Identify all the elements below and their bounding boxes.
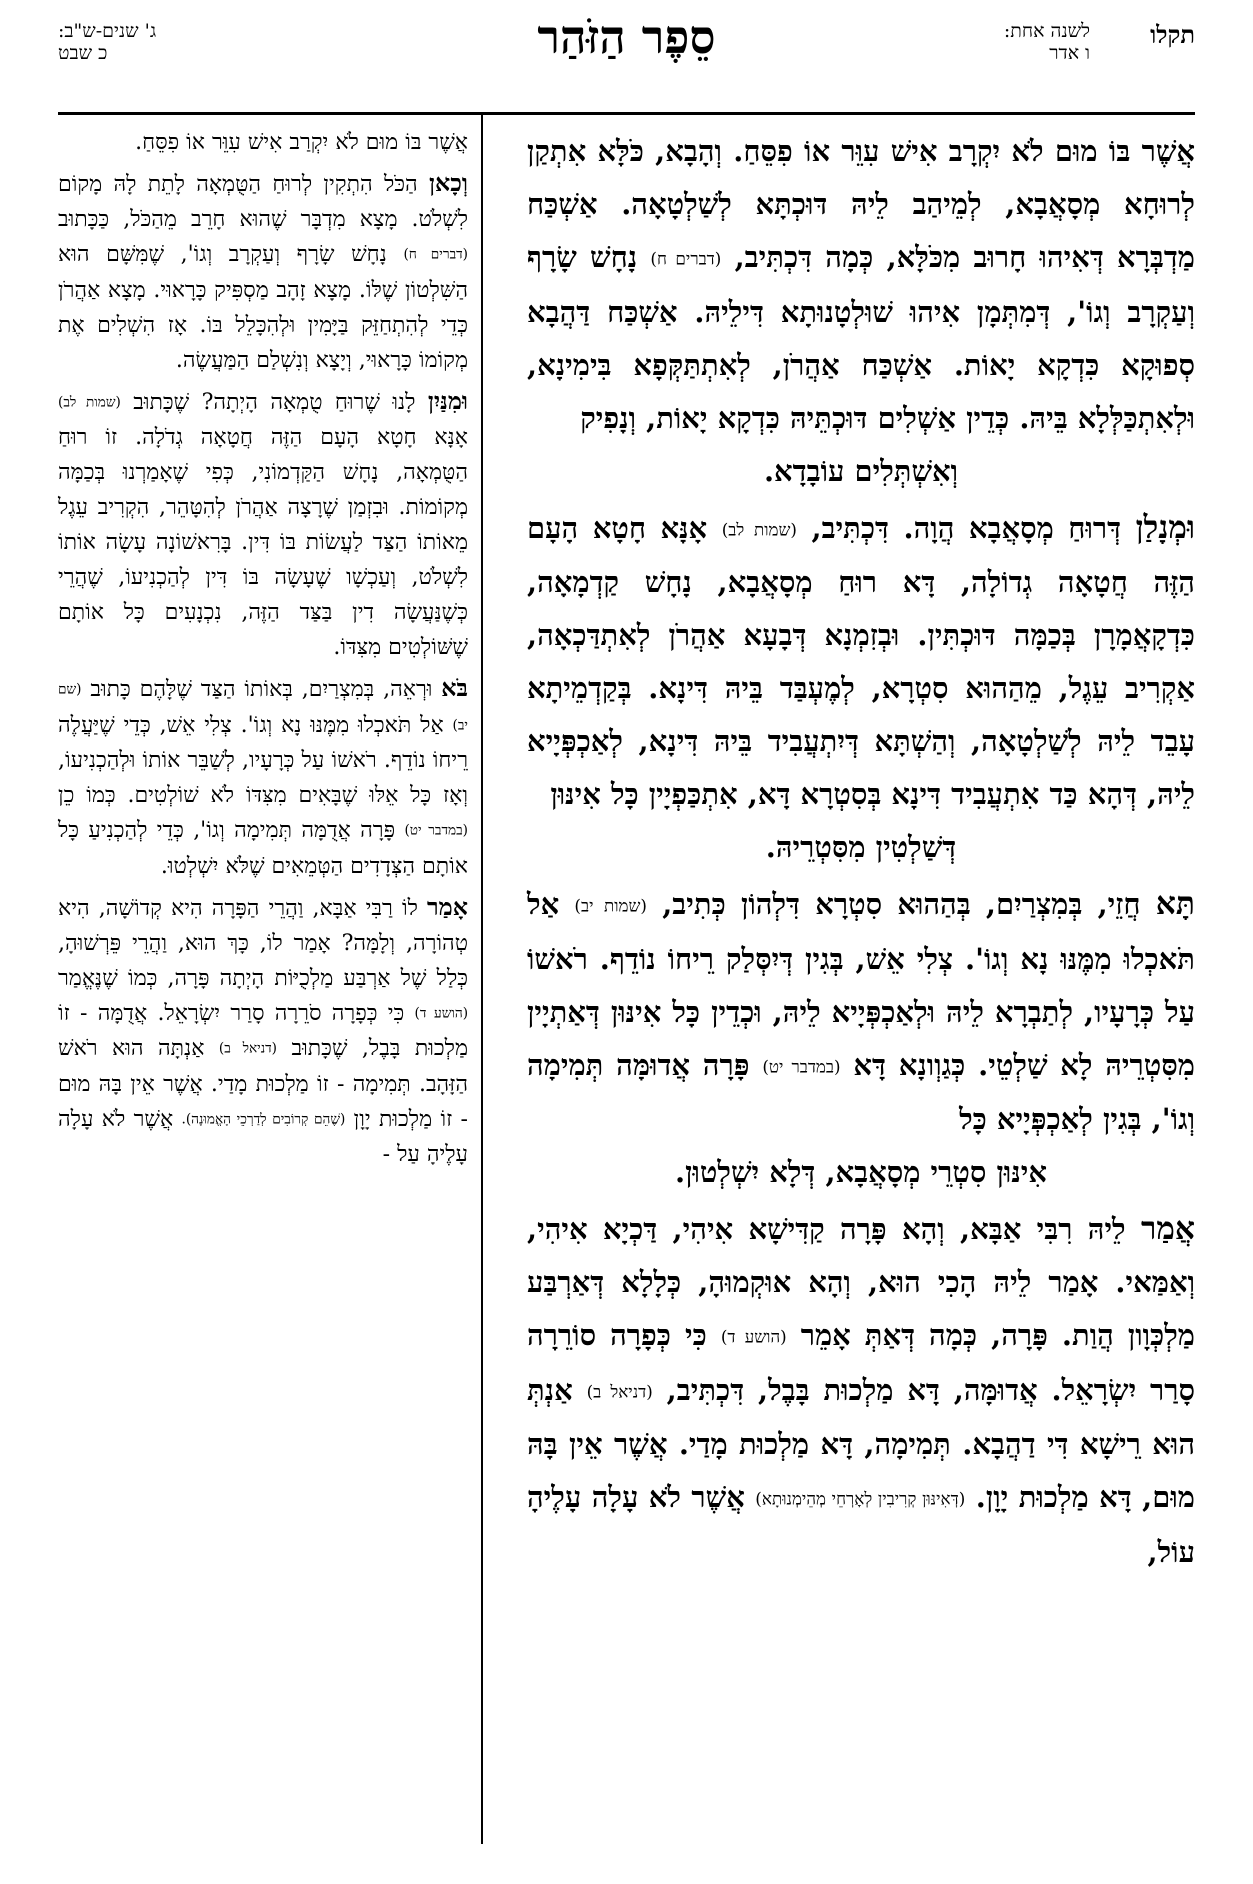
main-paragraph: תָּא חֲזֵי, בְּמִצְרַיִם, בְּהַהוּא סִטְרָא דִּלְהוֹן כְּתִיב, (שמות יב) אַל תֹּאכְלוּ מִמֶּנּוּ נָא וְגוֹ'. צְלִי אֵשׁ, בְּגִין דְּיִסְּלַק רֵיחוֹ נוֹדֵף. רֹאשׁוֹ עַל כְּרָעָיו, לְתַבְרָא לֵיהּ וּלְאַכְפְּיָיא לֵיהּ, וּכְדֵין כָּל אִינּוּן דְּאַתְיָין מִסִּטְרֵיהּ לָא שַׁלְטֵי. כְּגַוְונָא דָּא (במדבר יט) פָּרָה אֲדוּמָּה תְּמִימָה וְגוֹ', בְּגִין לְאַכְפְּיָיא כָּל אִינּוּן סִטְרֵי מְסָאֲבָא, דְּלָא יִשְׁלְטוּן. [527, 886, 1195, 1189]
reading-schedule-line1: לשנה אחת: [1003, 20, 1090, 42]
paragraph-lead-word: תָּא [1155, 886, 1195, 922]
verse-reference: (שם יב) [58, 681, 469, 733]
page-header [58, 10, 1195, 102]
three-year-schedule-line1: ג' שנים-ש"ב: [58, 20, 157, 42]
translation-column [58, 125, 468, 1178]
translation-paragraph: בֹּא וּרְאֵה, בְּמִצְרַיִם, בְּאוֹתוֹ הַצַּד שֶׁלָּהֶם כָּתוּב (שם יב) אַל תֹּאכְלוּ מִמֶּנּוּ נָא וְגוֹ'. צְלִי אֵשׁ, כְּדֵי שֶׁיַּעֲלֶה רֵיחוֹ נוֹדֵף. רֹאשׁוֹ עַל כְּרָעָיו, לְשַׁבֵּר אוֹתוֹ וּלְהַכְנִיעוֹ, וְאָז כָּל אֵלּוּ שֶׁבָּאִים מִצִּדּוֹ לֹא שׁוֹלְטִים. כְּמוֹ כֵן (במדבר יט) פָּרָה אֲדֻמָּה תְּמִימָה וְגוֹ', כְּדֵי לְהַכְנִיעַ כָּל אוֹתָם הַצְּדָדִים הַטְּמֵאִים שֶׁלֹּא יִשְׁלְטוּ. [58, 674, 469, 879]
main-paragraph: אֲמַר לֵיהּ רִבִּי אַבָּא, וְהָא פָּרָה קַדִּישָׁא אִיהִי, דַּכְיָא אִיהִי, וְאַמַּאי. אָמַר לֵיהּ הָכִי הוּא, וְהָא אוּקְמוּהָ, כְּלָלָא דְּאַרְבַּע מַלְכְּוָון הֲוַת. פָּרָה, כְּמָה דְּאַתְּ אָמֵר (הושע ד) כִּי כְּפָרָה סוֹרֵרָה סָרַר יִשְׂרָאֵל. אֲדוּמָּה, דָּא מַלְכוּת בָּבֶל, דִּכְתִּיב, (דניאל ב) אַנְתְּ הוּא רֵישָׁא דִּי דַהֲבָא. תְּמִימָה, דָּא מַלְכוּת מָדַי. אֲשֶׁר אֵין בָּהּ מוּם, דָּא מַלְכוּת יָוָן. (דְּאִינּוּן קְרִיבִין לְאָרְחֵי מְהֵימְנוּתָא) אֲשֶׁר לֹא עָלָה עָלֶיהָ עוֹל, [527, 1211, 1195, 1569]
main-paragraph: וּמְנָלַן דְּרוּחַ מְסָאֲבָא הֲוָה. דִּכְתִּיב, (שמות לב) אָנָּא חָטָא הָעָם הַזֶּה חֲטָאָה גְדוֹלָה, דָּא רוּחַ מְסָאֲבָא, נָחָשׁ קַדְמָאָה, כִּדְקָאֲמָרָן בְּכַמָּה דּוּכְתִּין. וּבְזִמְנָא דְּבָעָא אַהֲרֹן לְאִתְדַּכְאָה, אַקְרִיב עֵגֶל, מֵהַהוּא סִטְרָא, לְמֶעְבַּד בֵּיהּ דִּינָא. בְּקַדְמֵיתָא עָבֵד לֵיהּ לְשַׁלְטָאָה, וְהַשְׁתָּא דְּיִתְעֲבִיד בֵּיהּ דִּינָא, לְאַכְפְּיָיא לֵיהּ, דְּהָא כַּד אִתְעֲבִיד דִּינָא בְּסִטְרָא דָּא, אִתְכַּפְיָין כָּל אִינּוּן דְּשַׁלְטִין מִסִּטְרֵיהּ. [527, 509, 1195, 864]
translation-paragraph: אָמַר לוֹ רַבִּי אַבָּא, וַהֲרֵי הַפָּרָה הִיא קְדוֹשָׁה, הִיא טְהוֹרָה, וְלָמָּה? אָמַר לוֹ, כָּךְ הוּא, וַהֲרֵי פֵּרְשׁוּהָ, כְּלַל שֶׁל אַרְבַּע מַלְכֻיּוֹת הָיְתָה פָּרָה, כְּמוֹ שֶׁנֶּאֱמַר (הושע ד) כִּי כְּפָרָה סֹרֵרָה סָרַר יִשְׂרָאֵל. אֲדֻמָּה - זוֹ מַלְכוּת בָּבֶל, שֶׁכָּתוּב (דניאל ב) אַנְתָּה הוּא רֹאשׁ הַזָּהָב. תְּמִימָה - זוֹ מַלְכוּת מָדַי. אֲשֶׁר אֵין בָּהּ מוּם - זוֹ מַלְכוּת יָוָן (שֶׁהֵם קְרוֹבִים לְדַרְכֵי הָאֱמוּנָה). אֲשֶׁר לֹא עָלָה עָלֶיהָ עַל - [58, 892, 469, 1167]
page-number: תקלו [1150, 20, 1195, 49]
verse-reference: (שמות לב) [721, 519, 797, 539]
reading-schedule-line2: ו אדר [1049, 42, 1090, 64]
verse-reference: (דברים ח) [403, 246, 469, 263]
translation-paragraph: אֲשֶׁר בּוֹ מוּם לֹא יִקְרַב אִישׁ עִוֵּר אוֹ פִסֵּחַ. [135, 130, 468, 155]
verse-reference: (דברים ח) [650, 248, 722, 269]
verse-reference: (הושע ד) [720, 1326, 787, 1347]
paragraph-lead-word: וּמִנַּיִן [427, 386, 469, 415]
header-divider [58, 112, 1195, 115]
main-paragraph: אֲשֶׁר בּוֹ מוּם לֹא יִקְרָב אִישׁ עִוֵּר אוֹ פִסֵּחַ. וְהָבָא, כֹּלָּא אִתְקַן לְרוּחָא מְסָאֲבָא, לְמֵיהַב לֵיהּ דּוּכְתָּא לְשַׁלְטָאָה. אַשְׁכַּח מַדְבְּרָא דְּאִיהוּ חָרוּב מִכֹּלָּא, כְּמָה דִּכְתִּיב, (דברים ח) נָחָשׁ שָׂרָף וְעַקְרָב וְגוֹ', דְּמִתְּמָן אִיהוּ שׁוּלְטָנוּתָא דִּילֵיהּ. אַשְׁכַּח דַּהֲבָא סְפוּקָא כִּדְקָא יָאוֹת. אַשְׁכַּח אַהֲרֹן, לְאִתְתַּקְּפָא בִּימִינָא, וּלְאִתְכַּלְּלָא בֵּיהּ. כְּדֵין אַשְׁלִים דּוּכְתֵּיהּ כִּדְקָא יָאוֹת, וְנָפִיק וְאִשְׁתְּלִים עוֹבָדָא. [527, 134, 1195, 488]
three-year-schedule-line2: כ שבט [58, 42, 108, 64]
column-divider [481, 115, 483, 1844]
verse-reference: (במדבר יט) [404, 822, 468, 839]
book-title: סֵפֶר הַזֹּהַר [537, 10, 716, 64]
interpolated-note: (דְּאִינּוּן קְרִיבִין לְאָרְחֵי מְהֵימְנוּתָא) [755, 1488, 966, 1509]
paragraph-lead-word: אֲמַר [1140, 1211, 1195, 1247]
verse-reference: (שמות יב) [574, 895, 647, 916]
verse-reference: (דניאל ב) [218, 1040, 277, 1057]
verse-reference: (שמות לב) [58, 394, 121, 410]
verse-reference: (במדבר יט) [762, 1056, 841, 1076]
aramaic-column [527, 125, 1195, 1583]
paragraph-lead-word: וְכָאן [429, 169, 468, 197]
translation-paragraph: וְכָאן הַכֹּל הִתְקִין לְרוּחַ הַטֻּמְאָה לָתֵת לָהּ מָקוֹם לִשְׁלֹט. מָצָא מִדְבָּר שֶׁהוּא חָרֵב מֵהַכֹּל, כַּכָּתוּב (דברים ח) נָחָשׁ שָׂרָף וְעַקְרָב וְגוֹ', שֶׁמִּשָּׁם הוּא הַשִּׁלְטוֹן שֶׁלּוֹ. מָצָא זָהָב מַסְפִּיק כָּרָאוּי. מָצָא אַהֲרֹן כְּדֵי לְהִתְחַזֵּק בַּיָּמִין וּלְהִכָּלֵל בּוֹ. אָז הִשְׁלִים אֶת מְקוֹמוֹ כָּרָאוּי, וְיָצָא וְנִשְׁלַם הַמַּעֲשֶׂה. [58, 169, 469, 373]
paragraph-lead-word: אָמַר [427, 892, 468, 921]
verse-reference: (דניאל ב) [586, 1381, 653, 1401]
paragraph-lead-word: וּמְנָלַן [1135, 509, 1195, 546]
three-year-schedule [58, 20, 218, 64]
paragraph-lead-word: בֹּא [441, 674, 468, 702]
translation-paragraph: וּמִנַּיִן לָנוּ שֶׁרוּחַ טֻמְאָה הָיְתָה? שֶׁכָּתוּב (שמות לב) אָנָּא חָטָא הָעָם הַזֶּה חֲטָאָה גְדֹלָה. זוֹ רוּחַ הַטֻּמְאָה, נָחָשׁ הַקַּדְמוֹנִי, כְּפִי שֶׁאָמַרְנוּ בְּכַמָּה מְקוֹמוֹת. וּבִזְמַן שֶׁרָצָה אַהֲרֹן לְהִטָּהֵר, הִקְרִיב עֵגֶל מֵאוֹתוֹ הַצַּד לַעֲשׂוֹת בּוֹ דִּין. בָּרִאשׁוֹנָה עָשָׂה אוֹתוֹ לִשְׁלֹט, וְעַכְשָׁו שֶׁעָשָׂה בּוֹ דִּין לְהַכְנִיעוֹ, שֶׁהֲרֵי כְּשֶׁנַּעֲשָׂה דִין בַּצַּד הַזֶּה, נִכְנָעִים כָּל אוֹתָם שֶׁשּׁוֹלְטִים מִצִּדּוֹ. [58, 386, 469, 660]
interpolated-note: (שֶׁהֵם קְרוֹבִים לְדַרְכֵי הָאֱמוּנָה). [181, 1111, 346, 1127]
verse-reference: (הושע ד) [414, 1005, 469, 1021]
